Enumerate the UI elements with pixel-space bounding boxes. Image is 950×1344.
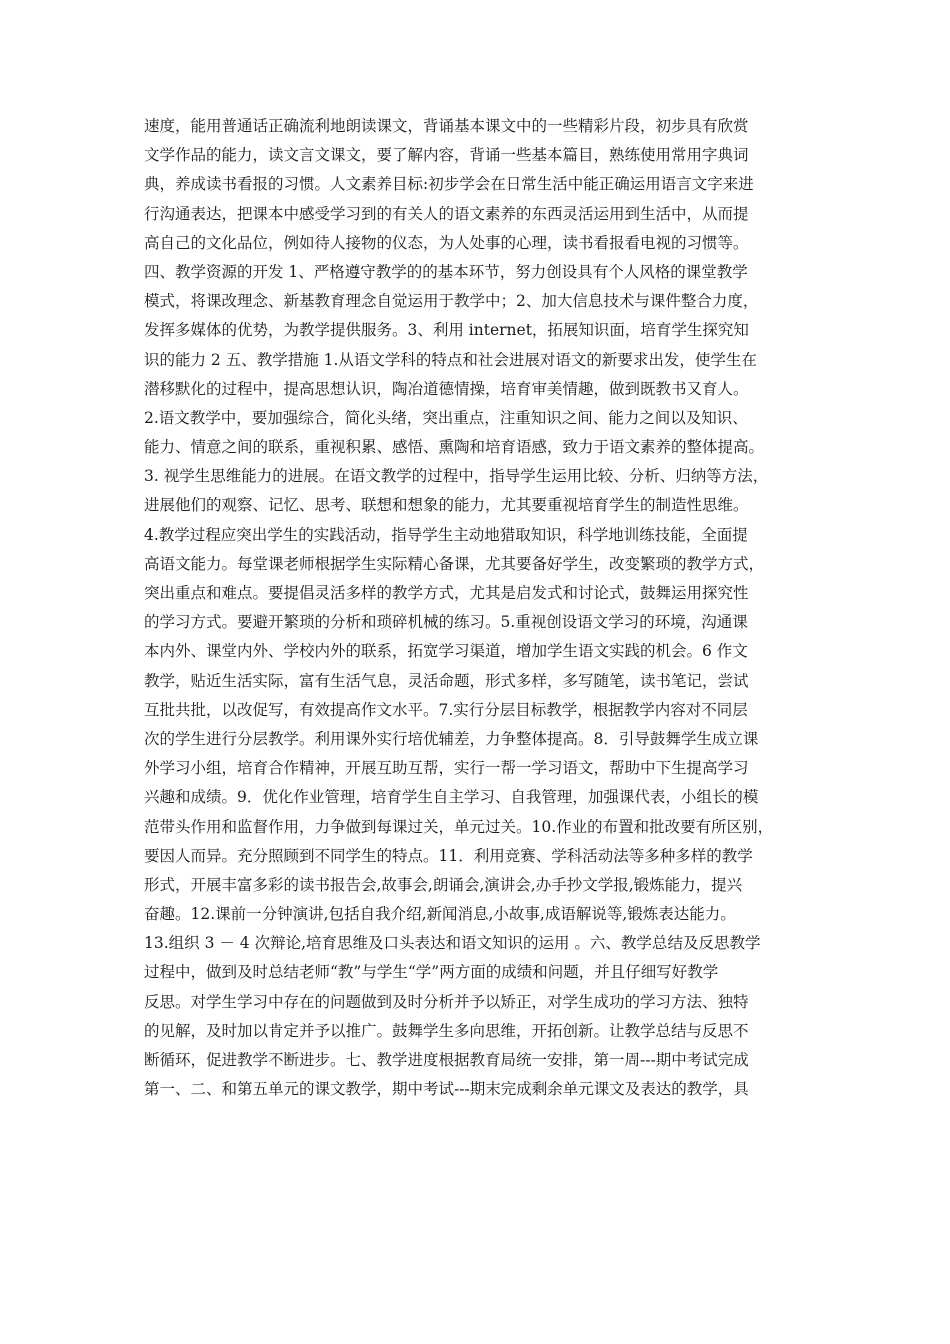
text-line: 4.教学过程应突出学生的实践活动，指导学生主动地猎取知识，科学地训练技能，全面提 [144,525,748,544]
text-line: 过程中，做到及时总结老师“教”与学生“学”两方面的成绩和问题，并且仔细写好教学 [144,963,719,982]
text-line: 的见解，及时加以肯定并予以推广。鼓舞学生多向思维，开拓创新。让教学总结与反思不 [144,1021,749,1040]
text-line: 潜移默化的过程中，提高思想认识，陶冶道德情操，培育审美情趣，做到既教书又育人。 [144,379,749,398]
text-line: 断循环，促进教学不断进步。七、教学进度根据教育局统一安排，第一周---期中考试完成 [144,1051,749,1069]
text-line: 奋趣。12.课前一分钟演讲,包括自我介绍,新闻消息,小故事,成语解说等,锻炼表达能力。 [144,905,736,924]
text-line: 进展他们的观察、记忆、思考、联想和想象的能力，尤其要重视培育学生的制造性思维。 [144,496,749,515]
text-line: 互批共批，以改促写，有效提高作文水平。7.实行分层目标教学，根据教学内容对不同层 [144,700,748,719]
text-line: 文学作品的能力，读文言文课文，要了解内容，背诵一些基本篇目，熟练使用常用字典词 [144,146,749,165]
text-line: 高语文能力。每堂课老师根据学生实际精心备课，尤其要备好学生，改变繁琐的教学方式， [144,554,765,573]
text-line: 形式，开展丰富多彩的读书报告会,故事会,朗诵会,演讲会,办手抄文学报,锻炼能力，提兴 [144,875,743,894]
text-line: 识的能力 2 五、教学措施 1.从语文学科的特点和社会进展对语文的新要求出发，使学生在 [144,350,757,369]
text-line: 突出重点和难点。要提倡灵活多样的教学方式，尤其是启发式和讨论式，鼓舞运用探究性 [144,584,749,602]
body-text [144,112,816,1104]
text-line: 次的学生进行分层教学。利用课外实行培优辅差，力争整体提高。8．引导鼓舞学生成立课 [144,729,759,748]
text-line: 高自己的文化品位，例如待人接物的仪态，为人处事的心理，读书看报看电视的习惯等。 [144,233,749,252]
text-line: 模式，将课改理念、新基教育理念自觉运用于教学中；2、加大信息技术与课件整合力度， [144,292,759,311]
text-line: 速度，能用普通话正确流利地朗读课文，背诵基本课文中的一些精彩片段，初步具有欣赏 [144,117,749,135]
text-line: 反思。对学生学习中存在的问题做到及时分析并予以矫正，对学生成功的学习方法、独特 [144,992,749,1011]
text-line: 范带头作用和监督作用，力争做到每课过关，单元过关。10.作业的布置和批改要有所区别， [144,817,774,836]
text-line: 教学，贴近生活实际，富有生活气息，灵活命题，形式多样，多写随笔，读书笔记，尝试 [144,671,749,690]
text-line: 3. 视学生思维能力的进展。在语文教学的过程中，指导学生运用比较、分析、归纳等方法， [144,467,769,486]
text-line: 本内外、课堂内外、学校内外的联系，拓宽学习渠道，增加学生语文实践的机会。6 作文 [144,642,748,661]
text-line: 行沟通表达，把课本中感受学习到的有关人的语文素养的东西灵活运用到生活中，从而提 [144,204,749,223]
text-line: 要因人而异。充分照顾到不同学生的特点。11．利用竞赛、学科活动法等多种多样的教学 [144,846,753,865]
text-line: 发挥多媒体的优势，为教学提供服务。3、利用 internet，拓展知识面，培育学生探究知 [144,321,749,340]
text-line: 的学习方式。要避开繁琐的分析和琐碎机械的练习。5.重视创设语文学习的环境，沟通课 [144,613,748,632]
text-line: 13.组织 3 － 4 次辩论,培育思维及口头表达和语文知识的运用 。六、教学总结及反思教学 [144,934,761,953]
text-line: 能力、情意之间的联系，重视积累、感悟、熏陶和培育语感，致力于语文素养的整体提高。 [144,438,765,457]
text-line: 典，养成读书看报的习惯。人文素养目标:初步学会在日常生活中能正确运用语言文字来进 [144,175,754,194]
text-line: 外学习小组，培育合作精神，开展互助互帮，实行一帮一学习语文，帮助中下生提高学习 [144,759,749,778]
text-line: 兴趣和成绩。9．优化作业管理，培育学生自主学习、自我管理，加强课代表，小组长的模 [144,788,759,807]
text-line: 第一、二、和第五单元的课文教学，期中考试---期末完成剩余单元课文及表达的教学，具 [144,1080,749,1099]
text-line: 四、教学资源的开发 1、严格遵守教学的的基本环节，努力创设具有个人风格的课堂教学 [144,262,748,281]
text-line: 2.语文教学中，要加强综合，简化头绪，突出重点，注重知识之间、能力之间以及知识、 [144,408,748,427]
